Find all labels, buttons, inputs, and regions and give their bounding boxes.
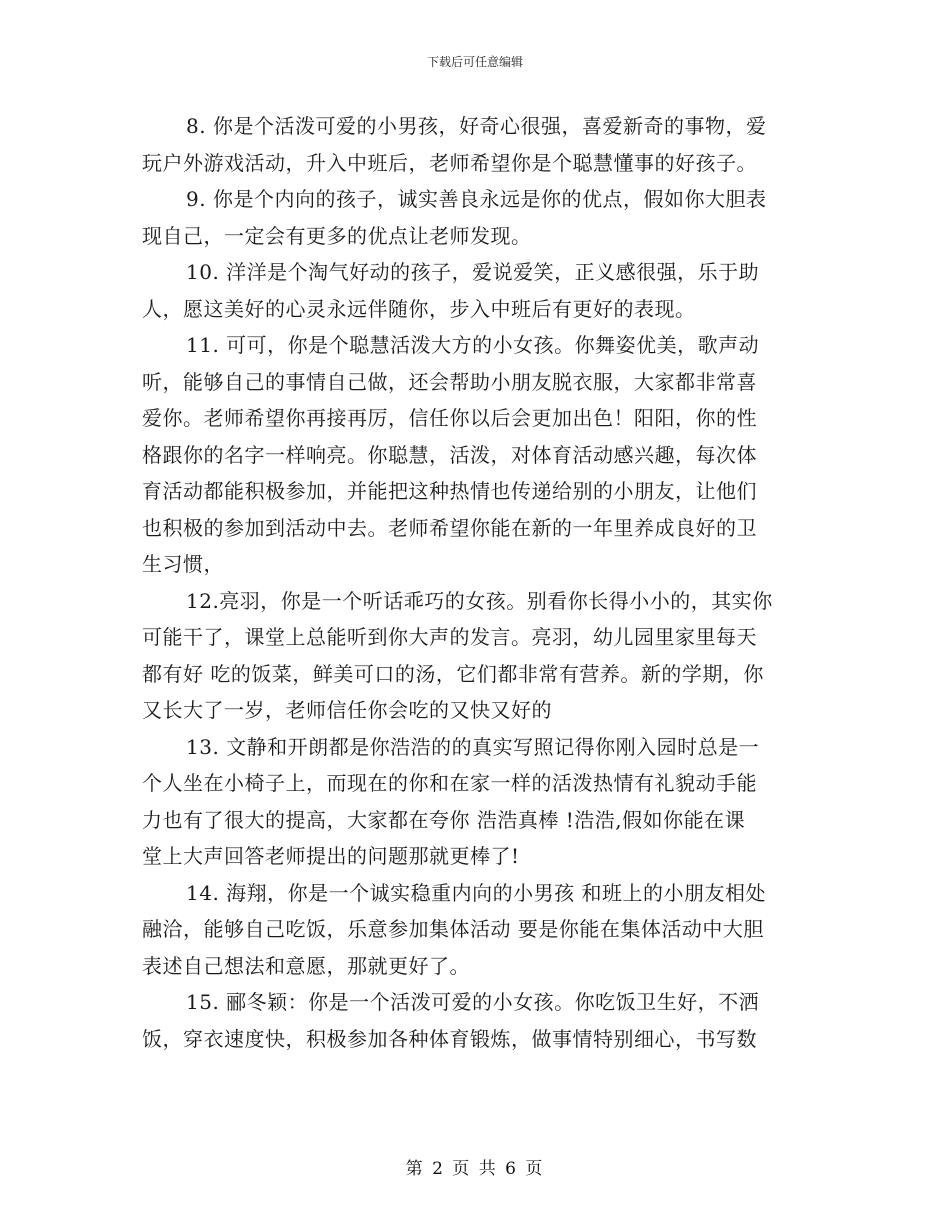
paragraph-line: 堂上大声回答老师提出的问题那就更棒了! xyxy=(142,844,520,868)
paragraph-line: 现自己，一定会有更多的优点让老师发现。 xyxy=(142,223,532,248)
paragraph-line: 人，愿这美好的心灵永远伴随你，步入中班后有更好的表现。 xyxy=(142,296,696,321)
paragraph xyxy=(142,583,810,729)
page-header: 下载后可任意编辑 xyxy=(426,55,523,69)
paragraph-line: 爱你。老师希望你再接再厉，信任你以后会更加出色！阳阳，你的性 xyxy=(142,406,757,430)
paragraph-line: 15. 郦冬颖：你是一个活泼可爱的小女孩。你吃饭卫生好，不洒 xyxy=(186,990,760,1014)
document-body xyxy=(142,108,810,1057)
paragraph-line: 8. 你是个活泼可爱的小男孩，好奇心很强，喜爱新奇的事物，爱 xyxy=(186,114,767,138)
paragraph-line: 9. 你是个内向的孩子，诚实善良永远是你的优点，假如你大胆表 xyxy=(186,187,767,211)
paragraph-line: 10. 洋洋是个淘气好动的孩子，爱说爱笑，正义感很强，乐于助 xyxy=(186,260,760,284)
paragraph xyxy=(142,984,810,1057)
paragraph-line: 融洽，能够自己吃饭，乐意参加集体活动 要是你能在集体活动中大胆 xyxy=(142,917,764,941)
paragraph-line: 格跟你的名字一样响亮。你聪慧，活泼，对体育活动感兴趣，每次体 xyxy=(142,442,757,467)
paragraph xyxy=(142,108,810,181)
paragraph-line: 生习惯， xyxy=(142,552,224,576)
paragraph-line: 力也有了很大的提高，大家都在夸你 浩浩真棒 !浩浩,假如你能在课 xyxy=(142,807,746,832)
paragraph-line: 表述自己想法和意愿，那就更好了。 xyxy=(142,953,470,978)
paragraph-line: 育活动都能积极参加，并能把这种热情也传递给别的小朋友，让他们 xyxy=(142,479,757,503)
paragraph-line: 也积极的参加到活动中去。老师希望你能在新的一年里养成良好的卫 xyxy=(142,515,757,540)
paragraph-line: 个人坐在小椅子上，而现在的你和在家一样的活泼热情有礼貌动手能 xyxy=(142,771,757,795)
paragraph-line: 11. 可可，你是个聪慧活泼大方的小女孩。你舞姿优美，歌声动 xyxy=(186,333,760,357)
paragraph-line: 玩户外游戏活动，升入中班后，老师希望你是个聪慧懂事的好孩子。 xyxy=(142,150,757,175)
paragraph-line: 都有好 吃的饭菜，鲜美可口的汤，它们都非常有营养。新的学期，你 xyxy=(142,661,764,686)
paragraph xyxy=(142,254,810,327)
page-number-footer: 第 2 页 共 6 页 xyxy=(405,1159,545,1179)
paragraph xyxy=(142,875,810,985)
paragraph xyxy=(142,327,810,583)
paragraph-line: 12.亮羽，你是一个听话乖巧的女孩。别看你长得小小的，其实你 xyxy=(186,588,773,613)
paragraph-line: 13. 文静和开朗都是你浩浩的的真实写照记得你刚入园时总是一 xyxy=(186,734,760,759)
paragraph xyxy=(142,729,810,875)
paragraph-line: 14. 海翔，你是一个诚实稳重内向的小男孩 和班上的小朋友相处 xyxy=(186,880,767,905)
paragraph-line: 饭，穿衣速度快，积极参加各种体育锻炼，做事情特别细心，书写数 xyxy=(142,1026,757,1051)
paragraph xyxy=(142,181,810,254)
paragraph-line: 可能干了，课堂上总能听到你大声的发言。亮羽，幼儿园里家里每天 xyxy=(142,625,757,649)
paragraph-line: 听，能够自己的事情自己做，还会帮助小朋友脱衣服，大家都非常喜 xyxy=(142,369,757,394)
paragraph-line: 又长大了一岁，老师信任你会吃的又快又好的 xyxy=(142,698,552,722)
